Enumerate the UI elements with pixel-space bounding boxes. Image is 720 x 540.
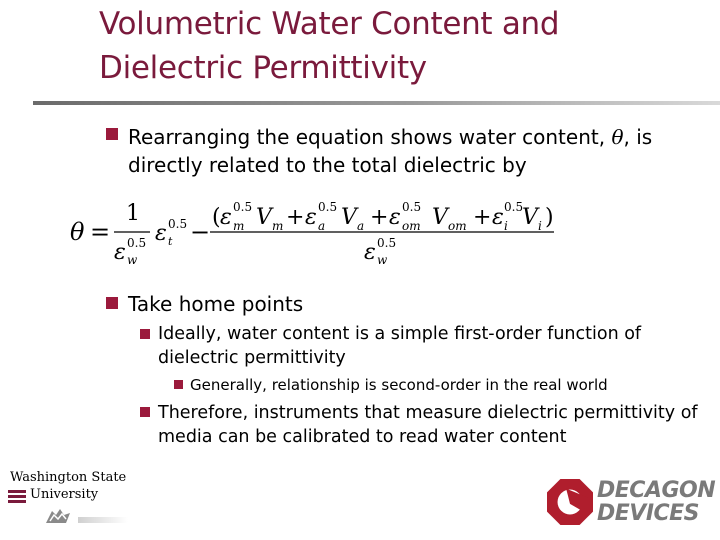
sub-sub-bullet-square-icon [174,380,183,389]
eq-eps-t: ε [155,221,167,246]
eq-v-m-sub: m [272,219,284,233]
eq-eps-m: ε [220,205,232,230]
theta-symbol: θ [611,125,624,149]
eq-eps-om-exp: 0.5 [402,200,422,214]
wsu-stripe-1 [8,490,26,493]
title-line-2: Dielectric Permittivity [99,50,427,86]
wsu-fade-bar [78,517,128,523]
eq-eps-t-sub: t [168,235,173,248]
sub-bullet-1-line-1: Ideally, water content is a simple first-order function of [158,324,642,344]
wsu-stripe-3 [8,500,26,503]
eq-plus-2: + [370,205,389,230]
sub-bullet-1-text [158,322,718,370]
bullet-1-text-b: , is [623,125,653,149]
bullet-square-icon [106,128,118,140]
bullet-1-text-a: Rearranging the equation shows water content, [128,125,612,149]
eq-v-i: V [522,205,538,230]
title-divider [33,101,720,105]
eq-v-a: V [341,205,357,230]
sub-bullet-square-icon [140,329,150,339]
eq-eps-m-sub: m [233,219,245,233]
slide-title [99,2,659,90]
sub-bullet-2-line-1: Therefore, instruments that measure dielectric permittivity of [158,403,698,423]
eq-eps-t-exp: 0.5 [168,217,188,231]
eq-den2-eps: ε [364,240,376,265]
eq-minus: − [190,218,211,246]
eq-v-a-sub: a [357,219,365,233]
eq-eps-a-exp: 0.5 [318,200,338,214]
eq-v-om-sub: om [448,219,467,233]
eq-eps-i: ε [492,205,504,230]
eq-v-i-sub: i [538,219,542,233]
eq-eps-om: ε [389,205,401,230]
eq-frac1-den-sub: w [127,253,138,267]
sub-bullet-2-text [158,401,718,449]
eq-plus-1: + [286,205,305,230]
eq-v-om: V [432,205,448,230]
decagon-logo-line-1: DECAGON [597,478,716,503]
wsu-logo [8,470,128,530]
eq-v-m: V [256,205,272,230]
eq-plus-3: + [473,205,492,230]
wsu-stripe-2 [8,495,26,498]
eq-close-paren: ) [545,205,554,230]
wsu-logo-line-1: Washington State [10,470,127,485]
sub-bullet-square-icon [140,407,150,417]
eq-den2-exp: 0.5 [377,236,397,250]
water-content-equation [60,190,580,272]
sub-bullet-1-line-2: dielectric permittivity [158,348,346,368]
eq-open-paren: ( [212,205,221,230]
bullet-square-icon [106,297,118,309]
eq-den2-sub: w [377,253,388,267]
eq-theta: θ [70,218,85,246]
eq-frac1-num: 1 [126,201,140,226]
eq-frac1-den-eps: ε [114,240,126,265]
bullet-1-line-2: directly related to the total dielectric by [128,153,527,177]
eq-eps-a-sub: a [318,219,326,233]
eq-eps-m-exp: 0.5 [233,200,253,214]
decagon-logo [547,478,716,526]
eq-frac1-den-exp: 0.5 [127,236,147,250]
bullet-2-text: Take home points [128,292,304,316]
decagon-logo-line-2: DEVICES [597,501,700,526]
eq-eps-i-sub: i [504,219,508,233]
eq-eps-a: ε [305,205,317,230]
bullet-1-text [128,123,718,179]
wsu-logo-line-2: University [30,487,99,502]
eq-equals: = [90,218,111,246]
eq-eps-om-sub: om [402,219,421,233]
eq-eps-i-exp: 0.5 [504,200,524,214]
title-line-1: Volumetric Water Content and [99,6,560,42]
sub-sub-bullet-text: Generally, relationship is second-order in the real world [190,376,608,394]
sub-bullet-2-line-2: media can be calibrated to read water content [158,427,567,447]
decagon-mark-icon [547,479,593,525]
wsu-cougar-icon [44,505,72,527]
